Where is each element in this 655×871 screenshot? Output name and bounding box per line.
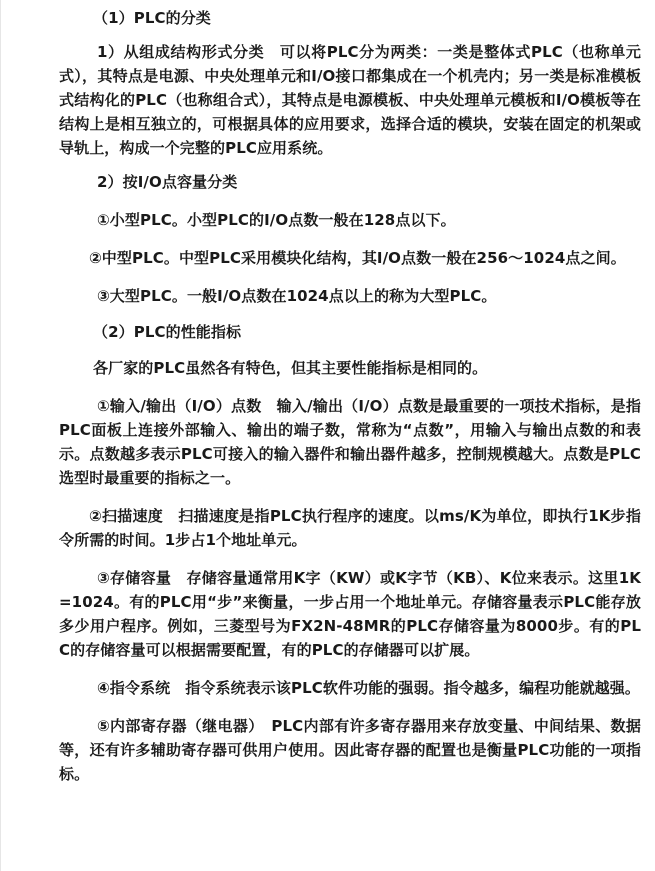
paragraph-performance-intro: 各厂家的PLC虽然各有特色，但其主要性能指标是相同的。 xyxy=(93,359,488,377)
paragraph-storage-capacity: ③存储容量 存储容量通常用K字（KW）或K字节（KB）、K位来表示。这里1K=1024。有的PLC用“步”来衡量，一步占用一个地址单元。存储容量表示PLC能存放多少用户程序。例如，三菱型号为FX2N-48MR的PLC存储容量为8000步。有的PLC的存储容量可以根据需要配置，有的PLC的存储器可以扩展。 xyxy=(59,569,641,659)
subheading-io-capacity: 2）按I/O点容量分类 xyxy=(97,173,238,191)
paragraph-structure-classification: 1）从组成结构形式分类 可以将PLC分为两类：一类是整体式PLC（也称单元式），其特点是电源、中央处理单元和I/O接口都集成在一个机壳内；另一类是标准模板式结构化的PLC（也称组合式），其特点是电源模板、中央处理单元模板和I/O模板等在结构上是相互独立的，可根据具体的应用要求，选择合适的模块，安装在固定的机架或导轨上，构成一个完整的PLC应用系统。 xyxy=(59,43,641,157)
section-heading-performance: （2）PLC的性能指标 xyxy=(93,323,242,341)
paragraph-internal-registers: ⑤内部寄存器（继电器） PLC内部有许多寄存器用来存放变量、中间结果、数据等，还有许多辅助寄存器可供用户使用。因此寄存器的配置也是衡量PLC功能的一项指标。 xyxy=(59,717,641,783)
section-heading-plc-classification: （1）PLC的分类 xyxy=(93,9,211,27)
paragraph-small-plc: ①小型PLC。小型PLC的I/O点数一般在128点以下。 xyxy=(97,211,456,229)
paragraph-large-plc: ③大型PLC。一般I/O点数在1024点以上的称为大型PLC。 xyxy=(97,287,497,305)
paragraph-instruction-system: ④指令系统 指令系统表示该PLC软件功能的强弱。指令越多，编程功能就越强。 xyxy=(97,679,640,697)
paragraph-io-points: ①输入/输出（I/O）点数 输入/输出（I/O）点数是最重要的一项技术指标，是指PLC面板上连接外部输入、输出的端子数，常称为“点数”，用输入与输出点数的和表示。点数越多表示PLC可接入的输入器件和输出器件越多，控制规模越大。点数是PLC选型时最重要的指标之一。 xyxy=(59,397,641,487)
paragraph-medium-plc: ②中型PLC。中型PLC采用模块化结构，其I/O点数一般在256～1024点之间。 xyxy=(89,249,626,267)
paragraph-scan-speed: ②扫描速度 扫描速度是指PLC执行程序的速度。以ms/K为单位，即执行1K步指令所需的时间。1步占1个地址单元。 xyxy=(59,507,641,549)
